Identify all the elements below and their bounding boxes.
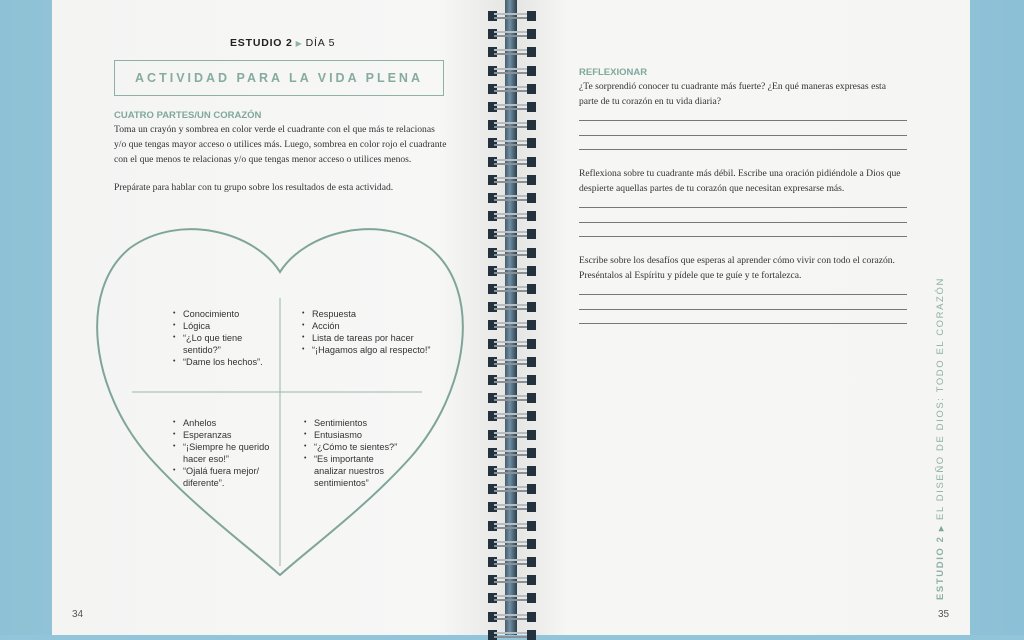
answer-line[interactable] <box>579 323 907 324</box>
question-line: despierte aquellas partes de tu corazón que necesitan expresarse más. <box>579 183 845 194</box>
study-day-kicker: ESTUDIO 2 ▶ DÍA 5 <box>230 37 336 49</box>
question-line: Reflexiona sobre tu cuadrante más débil. Escribe una oración pidiéndole a Dios que <box>579 168 901 179</box>
answer-line[interactable] <box>579 294 907 295</box>
spiral-ring <box>488 120 536 130</box>
quadrant-top-right <box>302 308 452 356</box>
spiral-ring <box>488 411 536 421</box>
spiral-ring <box>488 357 536 367</box>
instructions-line: y/o que tengas mayor acceso o utilices más. Luego, sombrea en color rojo el cuadrante <box>114 139 447 150</box>
spiral-ring <box>488 29 536 39</box>
list-item: • Esperanzas <box>173 429 278 441</box>
triangle-icon: ▶ <box>938 524 945 532</box>
list-item: • Lógica <box>173 320 273 332</box>
spiral-ring <box>488 47 536 57</box>
spiral-ring <box>488 248 536 258</box>
reflect-heading: REFLEXIONAR <box>579 67 648 78</box>
quadrant-top-left <box>173 308 273 368</box>
spiral-ring <box>488 593 536 603</box>
section-subtitle: CUATRO PARTES/UN CORAZÓN <box>114 110 262 121</box>
list-item: • Entusiasmo <box>304 429 404 441</box>
list-item: • “Ojalá fuera mejor/ diferente”. <box>173 465 278 489</box>
spiral-ring <box>488 302 536 312</box>
spiral-ring <box>488 448 536 458</box>
answer-line[interactable] <box>579 309 907 310</box>
spiral-ring <box>488 539 536 549</box>
page-number-left: 34 <box>72 609 84 620</box>
spiral-ring <box>488 484 536 494</box>
question-line: Preséntalos al Espíritu y pídele que te guíe y te fortalezca. <box>579 270 802 281</box>
spiral-ring <box>488 175 536 185</box>
spiral-ring <box>488 157 536 167</box>
spiral-ring <box>488 430 536 440</box>
answer-line[interactable] <box>579 222 907 223</box>
list-item: • Acción <box>302 320 452 332</box>
question-3 <box>579 253 895 283</box>
spiral-ring <box>488 266 536 276</box>
running-footer-vertical: ESTUDIO 2 ▶ EL DISEÑO DE DIOS: TODO EL CORAZÓN <box>935 277 946 600</box>
triangle-icon: ▶ <box>295 39 303 48</box>
spiral-ring <box>488 11 536 21</box>
list-item: • Conocimiento <box>173 308 273 320</box>
spiral-ring <box>488 521 536 531</box>
list-item: • “¡Hagamos algo al respecto!” <box>302 344 452 356</box>
answer-line[interactable] <box>579 236 907 237</box>
list-item: • Anhelos <box>173 417 278 429</box>
list-item: • “¿Lo que tiene sentido?” <box>173 332 273 356</box>
instructions-line: con el que menos te relacionas y/o que tengas menor acceso o utilices menos. <box>114 154 412 165</box>
question-line: Escribe sobre los desafíos que esperas al aprender cómo vivir con todo el corazón. <box>579 255 895 266</box>
spiral-ring <box>488 102 536 112</box>
list-item: • “¿Cómo te sientes?” <box>304 441 404 453</box>
instructions-line: Toma un crayón y sombrea en color verde el cuadrante con el que más te relacionas <box>114 124 435 135</box>
spiral-ring <box>488 211 536 221</box>
answer-line[interactable] <box>579 149 907 150</box>
answer-line[interactable] <box>579 135 907 136</box>
question-2 <box>579 166 901 196</box>
answer-line[interactable] <box>579 207 907 208</box>
spiral-ring <box>488 320 536 330</box>
prepare-text: Prepárate para hablar con tu grupo sobre los resultados de esta actividad. <box>114 182 394 193</box>
spiral-ring <box>488 375 536 385</box>
quadrant-bottom-left <box>173 417 278 489</box>
spiral-ring <box>488 612 536 622</box>
spiral-ring <box>488 138 536 148</box>
quadrant-bottom-right <box>304 417 404 489</box>
list-item: • Sentimientos <box>304 417 404 429</box>
answer-line[interactable] <box>579 120 907 121</box>
spiral-ring <box>488 557 536 567</box>
spiral-ring <box>488 502 536 512</box>
spiral-ring <box>488 193 536 203</box>
list-item: • “Dame los hechos”. <box>173 356 273 368</box>
question-line: ¿Te sorprendió conocer tu cuadrante más fuerte? ¿En qué maneras expresas esta <box>579 81 886 92</box>
list-item: • “¡Siempre he querido hacer eso!” <box>173 441 278 465</box>
list-item: • “Es importante analizar nuestros sentimientos” <box>304 453 404 489</box>
spiral-ring <box>488 229 536 239</box>
spiral-ring <box>488 575 536 585</box>
page-number-right: 35 <box>938 609 950 620</box>
list-item: • Lista de tareas por hacer <box>302 332 452 344</box>
spiral-ring <box>488 393 536 403</box>
spiral-ring <box>488 284 536 294</box>
spiral-ring <box>488 66 536 76</box>
spiral-ring <box>488 84 536 94</box>
spiral-ring <box>488 466 536 476</box>
list-item: • Respuesta <box>302 308 452 320</box>
question-line: parte de tu corazón en tu vida diaria? <box>579 96 721 107</box>
spiral-ring <box>488 339 536 349</box>
question-1 <box>579 79 886 109</box>
activity-title: ACTIVIDAD PARA LA VIDA PLENA <box>114 60 444 96</box>
